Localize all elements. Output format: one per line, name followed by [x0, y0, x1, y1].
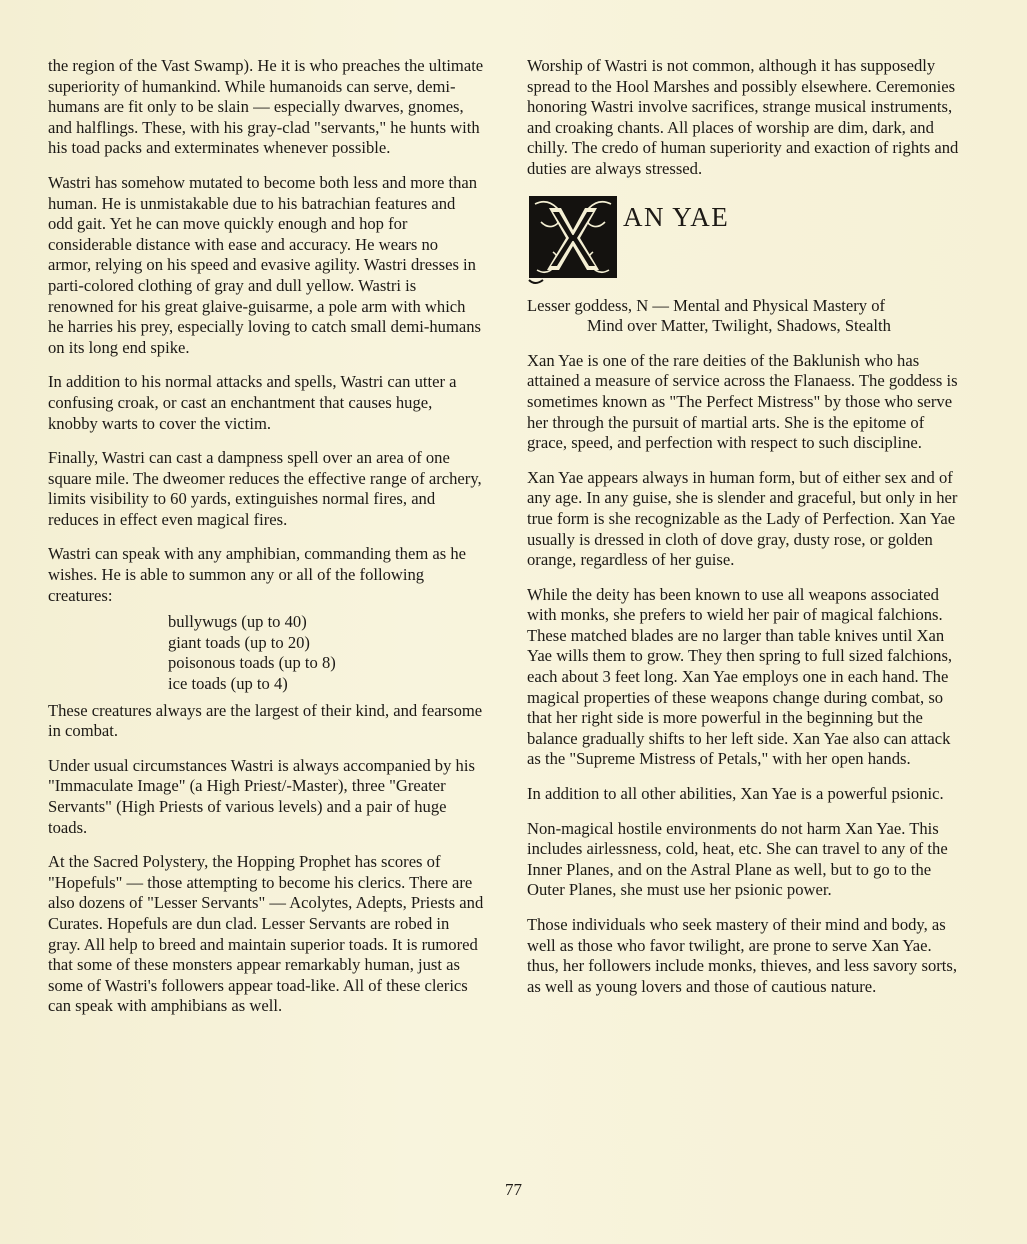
section-heading	[527, 194, 963, 288]
paragraph: Under usual circumstances Wastri is always accompanied by his "Immaculate Image" (a High Priest/-Master), three "Greater Servants" (High Priests of various levels) and a pair of huge toads.	[48, 755, 475, 837]
list-item: bullywugs (up to 40)	[168, 612, 307, 632]
deity-subtitle	[527, 296, 963, 337]
paragraph: the region of the Vast Swamp). He it is who preaches the ultimate superiority of humankind. While humanoids can serve, demi-humans are fit only to be slain — especially dwarves, gnomes, and halflings. These, with his gray-clad "servants," he hunts with his toad packs and exterminates whenever possible.	[48, 56, 484, 158]
paragraph: Non-magical hostile environments do not harm Xan Yae. This includes airlessness, cold, heat, etc. She can travel to any of the Inner Planes, and on the Astral Plane as well, but to go to the Outer Planes, she must use her psionic power.	[527, 818, 948, 900]
list-item: poisonous toads (up to 8)	[168, 653, 336, 673]
paragraph: In addition to all other abilities, Xan Yae is a powerful psionic.	[527, 784, 944, 804]
page-number: 77	[505, 1180, 522, 1199]
heading-title: AN YAE	[623, 201, 730, 232]
paragraph: Finally, Wastri can cast a dampness spell over an area of one square mile. The dweomer reduces the effective range of archery, limits visibility to 60 yards, extinguishes normal fires, and reduces in effect even magical fires.	[48, 448, 482, 529]
subtitle-line: Mind over Matter, Twilight, Shadows, Stealth	[587, 316, 891, 336]
paragraph: At the Sacred Polystery, the Hopping Prophet has scores of "Hopefuls" — those attempting to become his clerics. There are also dozens of "Lesser Servants" — Acolytes, Adepts, Priests and Curates. Hopefuls are dun clad. Lesser Servants are robed in gray. All help to breed and maintain superior toads. It is rumored that some of these monsters appear remarkably human, just as some of Wastri's followers appear toad-like. All of these clerics can speak with amphibians as well.	[48, 852, 484, 1016]
paragraph: Xan Yae is one of the rare deities of the Baklunish who has attained a measure of service across the Flanaess. The goddess is sometimes known as "The Perfect Mistress" by those who serve her through the pursuit of martial arts. She is the epitome of grace, speed, and perfection with respect to such discipline.	[527, 350, 958, 453]
subtitle-line: Lesser goddess, N — Mental and Physical Mastery of	[527, 295, 886, 315]
list-item: ice toads (up to 4)	[168, 674, 288, 694]
paragraph: Those individuals who seek mastery of their mind and body, as well as those who favor twilight, are prone to serve Xan Yae. thus, her followers include monks, thieves, and less savory sorts, as well as young lovers and those of cautious nature.	[527, 915, 957, 996]
paragraph: These creatures always are the largest of their kind, and fearsome in combat.	[48, 700, 483, 741]
paragraph: In addition to his normal attacks and spells, Wastri can utter a confusing croak, or cast an enchantment that causes huge, knobby warts to cover the victim.	[48, 372, 457, 433]
paragraph: Xan Yae appears always in human form, but of either sex and of any age. In any guise, she is slender and graceful, but only in her true form is she recognizable as the Lady of Perfection. Xan Yae usually is dressed in cloth of dove gray, dusty rose, or golden orange, regardless of her guise.	[527, 467, 958, 570]
list-item: giant toads (up to 20)	[168, 632, 310, 652]
ornate-dropcap-x-icon	[527, 194, 619, 286]
paragraph: Wastri can speak with any amphibian, commanding them as he wishes. He is able to summon any or all of the following creatures:	[48, 544, 467, 605]
paragraph: While the deity has been known to use all weapons associated with monks, she prefers to wield her pair of magical falchions. These matched blades are no larger than table knives until Xan Yae wills them to grow. They then spring to full sized falchions, each about 3 feet long. Xan Yae employs one in each hand. The magical properties of these weapons change during combat, so that her right side is more powerful in the beginning but the balance gradually shifts to her left side. Xan Yae also can attack as the "Supreme Mistress of Petals," with her open hands.	[527, 584, 953, 769]
left-column	[48, 56, 484, 1031]
creature-list	[168, 612, 484, 694]
paragraph: Wastri has somehow mutated to become both less and more than human. He is unmistakable due to his batrachian features and odd gait. Yet he can move quickly enough and hop for considerable distance with ease and accuracy. He wears no armor, relying on his speed and evasive agility. Wastri dresses in parti-colored clothing of gray and dull yellow. Wastri is renowned for his great glaive-guisarme, a pole arm with which he harries his prey, especially loving to catch small demi-humans on its long end spike.	[48, 172, 482, 357]
paragraph: Worship of Wastri is not common, although it has supposedly spread to the Hool Marshes and possibly elsewhere. Ceremonies honoring Wastri involve sacrifices, strange musical instruments, and croaking chants. All places of worship are dim, dark, and chilly. The credo of human superiority and exaction of rights and duties are always stressed.	[527, 56, 959, 178]
right-column	[527, 56, 963, 1011]
